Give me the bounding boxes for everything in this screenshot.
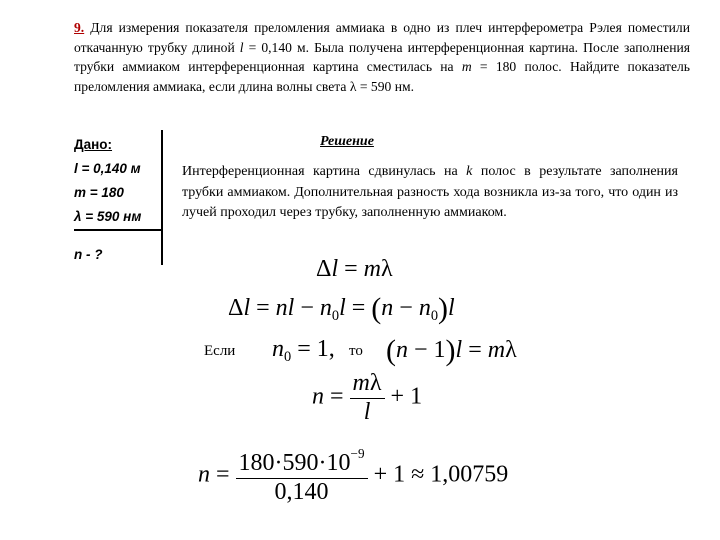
problem-text-3: = 180 полос. Найдите показатель преломления аммиака, если длина волны света λ = 590 нм.	[74, 59, 690, 94]
problem-text-2: = 0,140 м. Была получена интерференционная картина. После заполнения трубки аммиаком интерференционная картина сместилась на	[74, 39, 691, 74]
exponent: −9	[350, 446, 365, 461]
solution-title: Решение	[320, 134, 374, 149]
given-heading: Дано:	[74, 137, 113, 152]
formula-path-difference: Δl = mλ	[316, 256, 393, 282]
formula-expansion: Δl = nl − $n_0l = (n - n_0)l$	[228, 292, 455, 325]
problem-statement	[74, 18, 690, 96]
numeric-tail: + 1 ≈ 1,00759	[367, 461, 509, 488]
given-vertical-divider	[161, 130, 163, 265]
numerator: 180·590·10	[238, 449, 351, 476]
solution-text	[182, 162, 678, 224]
solution-var-k: k	[466, 164, 473, 179]
formula-solved: n = $\frac{m\lambda}{l}$ + 1	[312, 370, 423, 425]
problem-number: 9.	[74, 20, 85, 35]
given-horizontal-divider	[74, 229, 162, 231]
solution-text-2: полос в результате заполнения трубки аммиаком. Дополнительная разность хода возникла из-за того, что один из лучей проходил через трубку, заполненную аммиаком.	[182, 164, 678, 220]
denominator: 0,140	[236, 478, 368, 506]
find-unknown: n - ?	[74, 247, 103, 262]
problem-var-m: m	[461, 59, 472, 74]
solution-text-1: Интерференционная картина сдвинулась на	[182, 164, 467, 179]
given-block	[74, 133, 164, 267]
problem-text-1: Для измерения показателя преломления аммиака в одно из плеч интерферометра Рэлея поместили откачанную трубку длиной	[74, 20, 690, 55]
formula-result: (n − 1)l = mλ	[386, 334, 517, 367]
if-word: Если	[204, 343, 236, 359]
problem-var-l: l	[239, 39, 244, 55]
then-word: то	[349, 343, 363, 359]
given-item-length: l = 0,140 м	[74, 161, 141, 176]
formula-numeric: n = $\frac{180\cdot 590\cdot 10^{-9}}{0,140}$ + 1 ≈ 1,00759	[198, 446, 509, 505]
given-item-wavelength: λ = 590 нм	[74, 209, 142, 224]
formula-condition: $n_0 = 1$,	[272, 336, 335, 366]
given-item-fringes: m = 180	[74, 185, 124, 200]
